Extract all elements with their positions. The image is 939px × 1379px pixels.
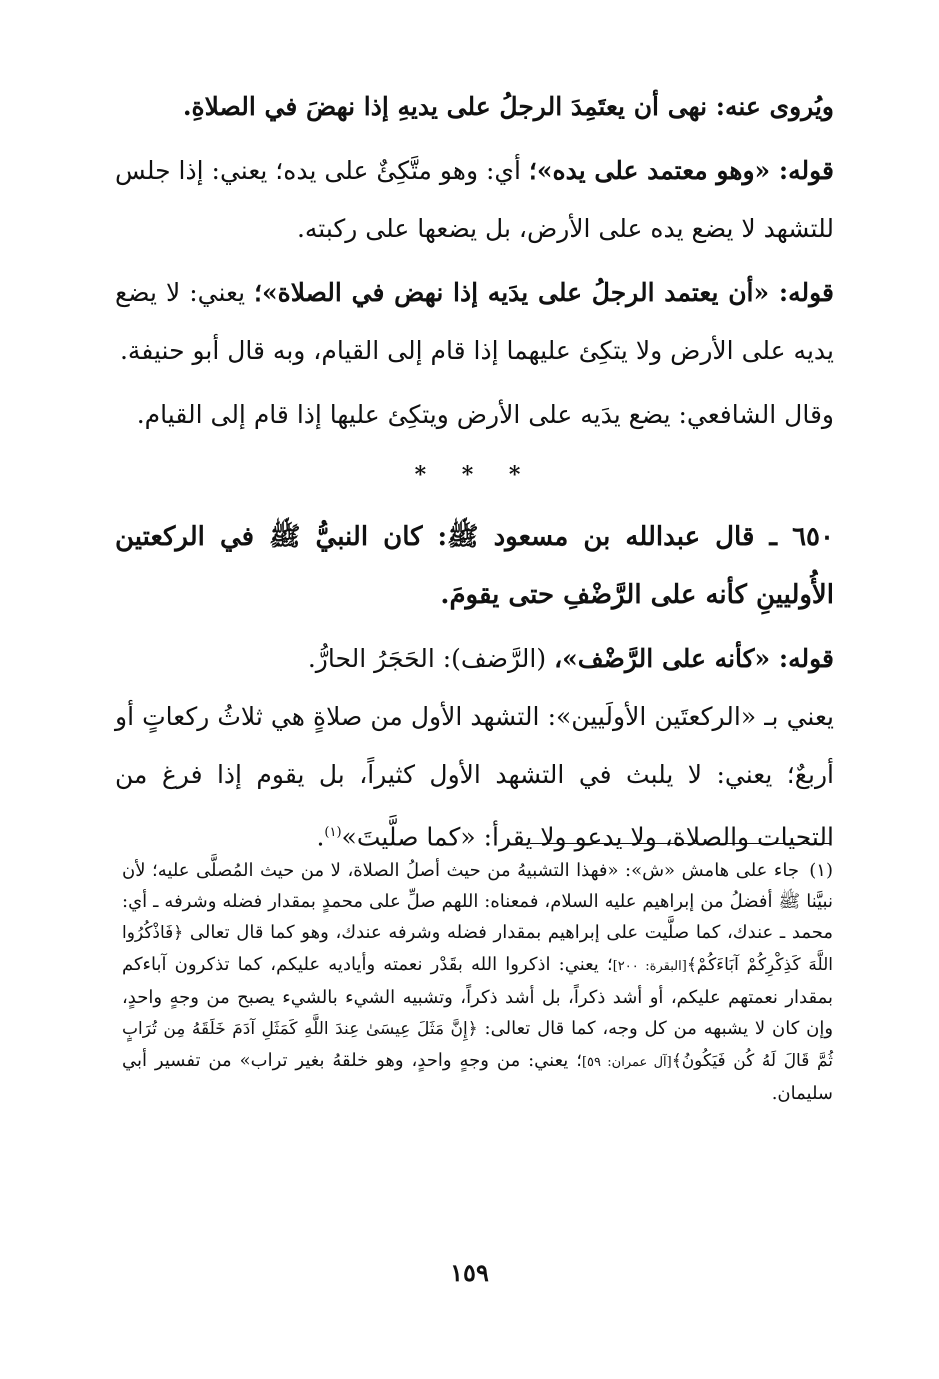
commentary-text: يعني: لا يضع يديه على الأرض ولا يتكِئ عليهما إذا قام إلى القيام، وبه قال أبو حنيفة. xyxy=(115,278,834,365)
verse-reference-2: [آل عمران: ٥٩] xyxy=(581,1055,672,1070)
quran-verse-2: ﴿إِنَّ مَثَلَ عِيسَىٰ عِندَ اللَّهِ كَمَثَلِ آدَمَ خَلَقَهُ مِن تُرَابٍ ثُمَّ قَالَ لَهُ كُن فَيَكُونُ﴾ xyxy=(122,1019,833,1071)
footnote-divider xyxy=(530,843,831,844)
footnote-number: (١) xyxy=(809,860,833,881)
paragraph-commentary-1 xyxy=(115,142,834,258)
footnote-marker[interactable]: (١) xyxy=(324,825,342,840)
page-number: ١٥٩ xyxy=(450,1258,489,1287)
commentary-text: أي: وهو متَّكِئٌ على يده؛ يعني: إذا جلس للتشهد لا يضع يده على الأرض، بل يضعها على ركبته. xyxy=(115,156,834,243)
paragraph-commentary-3 xyxy=(115,630,834,688)
footnote-section xyxy=(122,855,833,1109)
section-separator: * * * xyxy=(414,462,535,488)
commentary-text: (الرَّضف): الحَجَرُ الحارُّ. xyxy=(307,644,555,673)
quote-lead: قوله: «كأنه على الرَّضْف»، xyxy=(554,644,834,673)
footnote-text-a: جاء على هامش «ش»: «فهذا التشبيهُ من حيث أصلُ الصلاة، لا من حيث المُصلَّى عليه؛ لأن نبيَّنا ﷺ أفضلُ من إبراهيم عليه السلام، فمعناه: اللهم صلِّ على محمدٍ بمقدار فضله وشرفه ـ أي: محمد ـ عندك، كما صلَّيت على إبراهيم بمقدار فضله وشرفه عندك، وهو كما قال تعالى xyxy=(122,860,833,943)
paragraph-end: . xyxy=(316,822,325,852)
paragraph-shafii: وقال الشافعي: يضع يدَيه على الأرض ويتكِئ عليها إذا قام إلى القيام. xyxy=(136,400,834,429)
quran-verse-1: ﴿فَاذْكُرُوا اللَّهَ كَذِكْرِكُمْ آبَاءَكُمْ﴾ xyxy=(122,923,834,975)
commentary-text: يعني بـ «الركعتَين الأولَيين»: التشهد الأول من صلاةٍ هي ثلاثُ ركعاتٍ أو أربعٌ؛ يعني: لا يلبث في التشهد الأول كثيراً، بل يقوم إذا فرغ من التحيات والصلاة، ولا يدعو ولا يقرأ: «كما صلَّيتَ» xyxy=(115,702,834,852)
page-body xyxy=(115,78,834,866)
footnote-text-c: ؛ يعني: من وجهٍ واحدٍ، وهو خلقهُ بغير تراب» من تفسير أبي سليمان. xyxy=(122,1050,833,1104)
paragraph-commentary-4 xyxy=(115,688,834,866)
quote-lead: قوله: «أن يعتمد الرجلُ على يدَيه إذا نهض في الصلاة»؛ xyxy=(254,278,834,307)
quote-lead: قوله: «وهو معتمد على يده»؛ xyxy=(528,156,834,185)
verse-reference-1: [البقرة: ٢٠٠] xyxy=(612,959,687,974)
footnote-1 xyxy=(122,855,833,1109)
hadith-650: ٦٥٠ ـ قال عبدالله بن مسعود ﷺ: كان النبيُّ ﷺ في الركعتين الأُوليينِ كأنه على الرَّضْفِ حتى يقومَ. xyxy=(115,522,834,610)
footnote-text-b: ؛ يعني: اذكروا الله بقَدْر نعمته وأياديه عليكم، كما تذكرون آباءكم بمقدار نعمتهم عليكم، أو أشد ذكراً، بل أشد ذكراً، وتشبيه الشيء بالشيء يصبح من وجهٍ واحدٍ، وإن كان لا يشبهه من كل وجه، كما قال تعالى: xyxy=(122,954,834,1039)
paragraph-commentary-2 xyxy=(115,264,834,380)
paragraph-narration: ويُروى عنه: نهى أن يعتَمِدَ الرجلُ على يديهِ إذا نهضَ في الصلاةِ. xyxy=(182,92,834,121)
